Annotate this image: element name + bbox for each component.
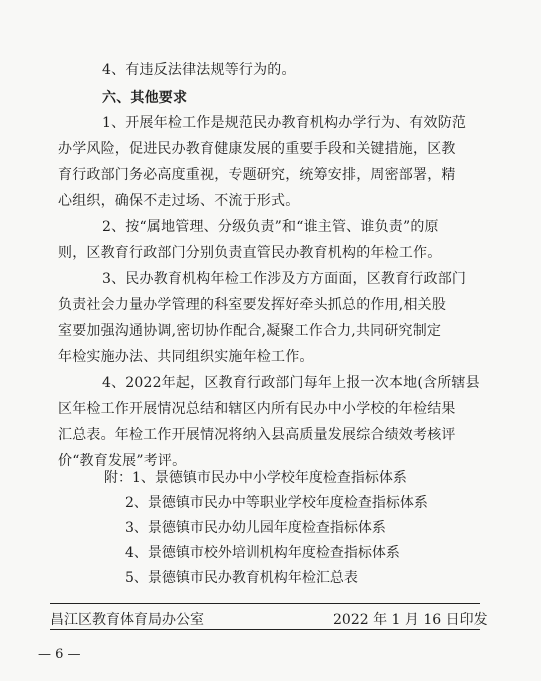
- section-heading: 六、其他要求: [102, 90, 188, 106]
- body-line: 价“教育发展”考评。: [58, 453, 187, 469]
- body-line: 3、民办教育机构年检工作涉及方方面面，区教育行政部门: [102, 271, 467, 287]
- body-line: 办学风险，促进民办教育健康发展的重要手段和关键措施，区教: [58, 141, 456, 157]
- issuing-office: 昌江区教育体育局办公室: [50, 612, 204, 628]
- footer-top-rule: [50, 603, 480, 604]
- footer-bottom-rule: [50, 629, 480, 630]
- body-line: 育行政部门务必高度重视，专题研究，统筹安排，周密部署，精: [58, 167, 456, 183]
- body-line: 4、有违反法律法规等行为的。: [102, 62, 296, 78]
- attachment-line: 5、景德镇市民办教育机构年检汇总表: [125, 570, 358, 586]
- attachment-line: 2、景德镇市民办中等职业学校年度检查指标体系: [125, 495, 428, 511]
- body-line: 4、2022年起，区教育行政部门每年上报一次本地(含所辖县: [102, 375, 480, 391]
- attachment-line: 附：1、景德镇市民办中小学校年度检查指标体系: [104, 470, 407, 486]
- attachment-line: 3、景德镇市民办幼儿园年度检查指标体系: [125, 520, 386, 536]
- body-line: 区年检工作开展情况总结和辖区内所有民办中小学校的年检结果: [58, 401, 456, 417]
- body-line: 汇总表。年检工作开展情况将纳入县高质量发展综合绩效考核评: [58, 427, 456, 443]
- body-line: 1、开展年检工作是规范民办教育机构办学行为、有效防范: [102, 115, 467, 131]
- attachment-line: 4、景德镇市校外培训机构年度检查指标体系: [125, 545, 400, 561]
- body-line: 心组织，确保不走过场、不流于形式。: [58, 193, 300, 209]
- issue-date: 2022 年 1 月 16 日印发: [333, 612, 488, 628]
- body-line: 年检实施办法、共同组织实施年检工作。: [58, 349, 314, 365]
- body-line: 室要加强沟通协调,密切协作配合,凝聚工作合力,共同研究制定: [58, 323, 442, 339]
- body-line: 2、按“属地管理、分级负责”和“谁主管、谁负责”的原: [102, 219, 439, 235]
- body-line: 负责社会力量办学管理的科室要发挥好牵头抓总的作用,相关股: [58, 297, 447, 313]
- body-line: 则，区教育行政部门分别负责直管民办教育机构的年检工作。: [58, 245, 442, 261]
- page-number: — 6 —: [38, 647, 81, 662]
